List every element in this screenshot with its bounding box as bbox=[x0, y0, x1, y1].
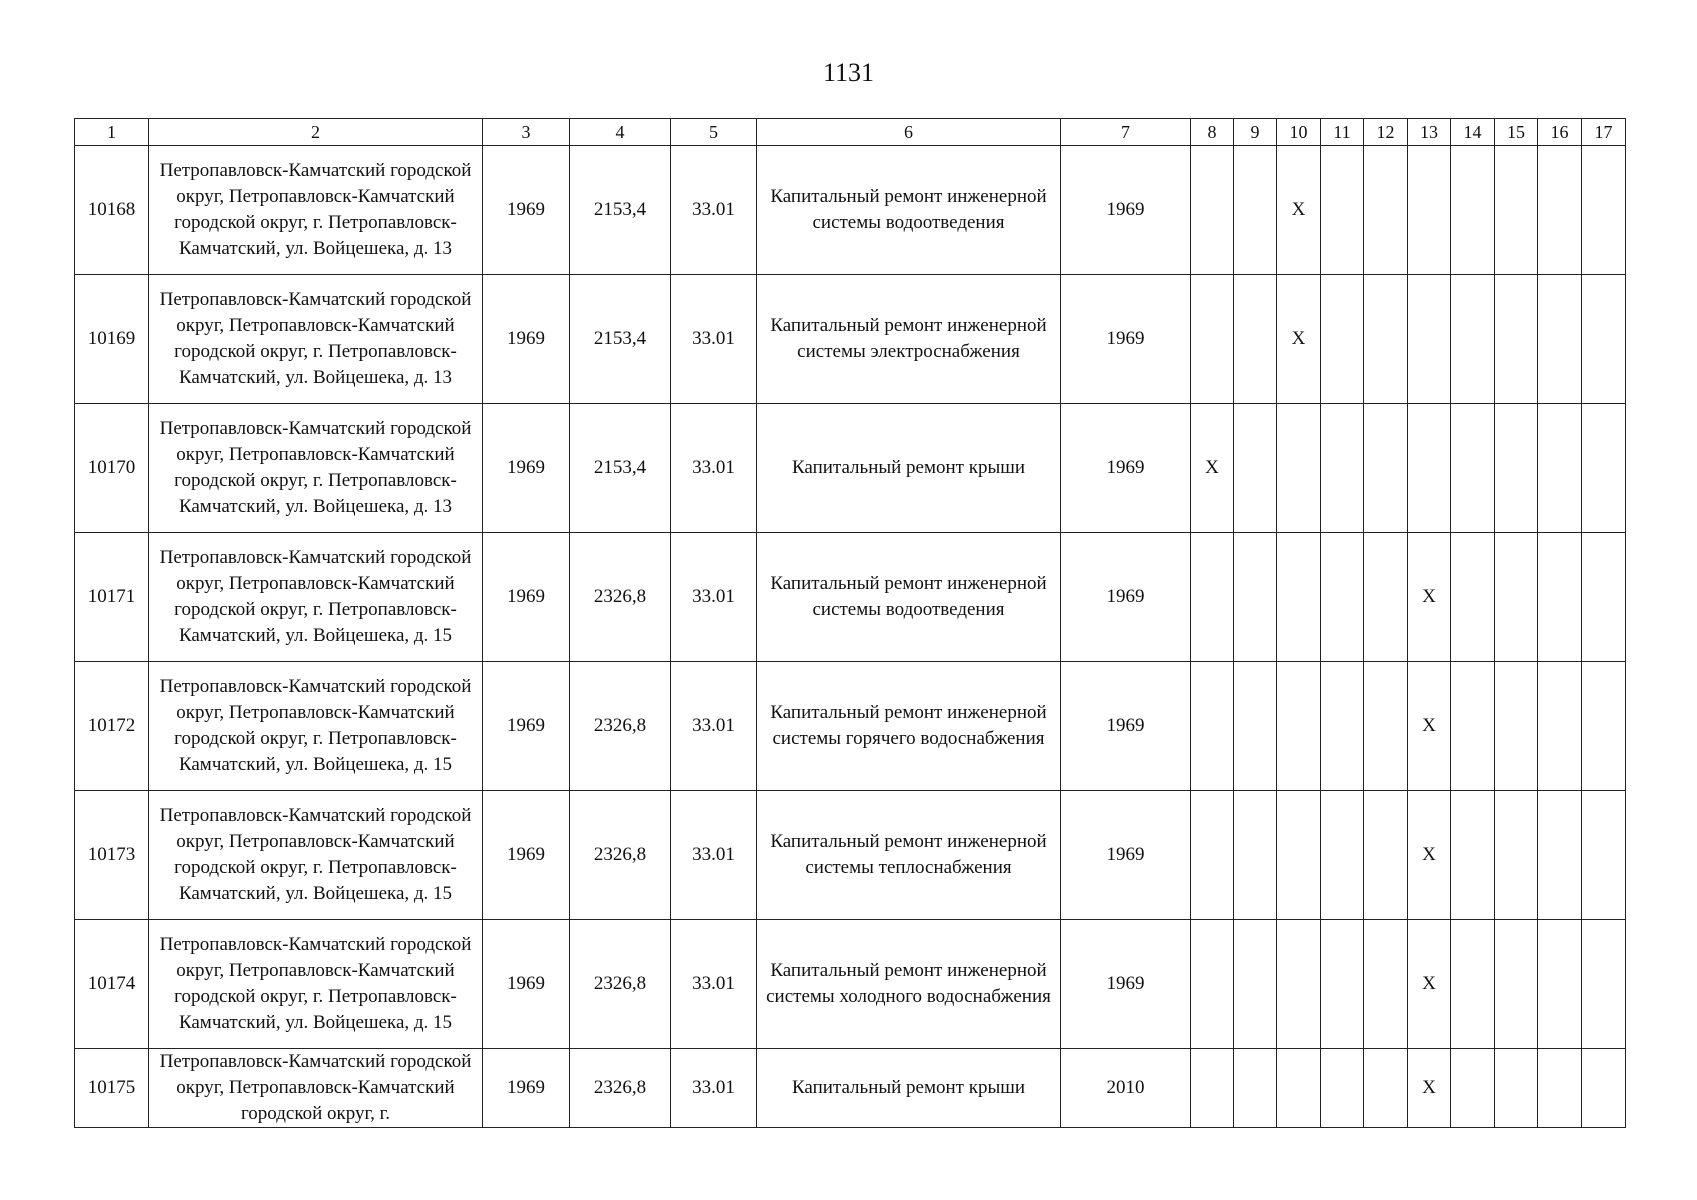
mark-cell bbox=[1234, 662, 1277, 791]
work-text: Капитальный ремонт инженерной системы теплоснабжения bbox=[770, 831, 1047, 878]
mark-cell bbox=[1495, 533, 1538, 662]
mark-cell bbox=[1451, 791, 1495, 920]
mark-cell bbox=[1321, 791, 1364, 920]
code-cell: 33.01 bbox=[671, 791, 757, 920]
work-text: Капитальный ремонт инженерной системы водоотведения bbox=[770, 186, 1047, 233]
mark-cell bbox=[1277, 1049, 1321, 1128]
address-cell bbox=[149, 404, 483, 533]
address-cell bbox=[149, 920, 483, 1049]
mark-cell: X bbox=[1191, 404, 1234, 533]
mark-cell bbox=[1538, 1049, 1582, 1128]
address-cell bbox=[149, 275, 483, 404]
column-header: 16 bbox=[1538, 119, 1582, 146]
mark-cell: X bbox=[1408, 533, 1451, 662]
mark-cell bbox=[1451, 1049, 1495, 1128]
work-text: Капитальный ремонт инженерной системы водоотведения bbox=[770, 573, 1047, 620]
mark-cell bbox=[1538, 533, 1582, 662]
column-header: 17 bbox=[1582, 119, 1626, 146]
mark-cell bbox=[1495, 1049, 1538, 1128]
mark-cell bbox=[1277, 920, 1321, 1049]
mark-cell bbox=[1321, 920, 1364, 1049]
column-header: 7 bbox=[1061, 119, 1191, 146]
mark-cell bbox=[1538, 791, 1582, 920]
year-last-cell: 1969 bbox=[1061, 662, 1191, 791]
address-text: Петропавловск-Камчатский городской округ, Петропавловск-Камчатский городской округ, г. bbox=[159, 1051, 472, 1124]
work-text: Капитальный ремонт инженерной системы горячего водоснабжения bbox=[770, 702, 1047, 749]
work-cell bbox=[757, 1049, 1061, 1128]
code-cell: 33.01 bbox=[671, 404, 757, 533]
column-header: 2 bbox=[149, 119, 483, 146]
year-built-cell: 1969 bbox=[483, 662, 570, 791]
mark-cell: X bbox=[1408, 791, 1451, 920]
mark-cell bbox=[1191, 1049, 1234, 1128]
row-id: 10169 bbox=[75, 275, 149, 404]
year-last-cell: 1969 bbox=[1061, 404, 1191, 533]
column-header: 15 bbox=[1495, 119, 1538, 146]
mark-cell bbox=[1582, 146, 1626, 275]
mark-cell bbox=[1277, 662, 1321, 791]
mark-cell bbox=[1582, 1049, 1626, 1128]
work-cell bbox=[757, 662, 1061, 791]
mark-cell: X bbox=[1408, 1049, 1451, 1128]
row-id: 10170 bbox=[75, 404, 149, 533]
mark-cell: X bbox=[1408, 920, 1451, 1049]
mark-cell bbox=[1321, 662, 1364, 791]
table-row bbox=[75, 791, 1626, 920]
table-row bbox=[75, 1049, 1626, 1128]
code-cell: 33.01 bbox=[671, 662, 757, 791]
code-cell: 33.01 bbox=[671, 275, 757, 404]
mark-cell bbox=[1408, 275, 1451, 404]
year-last-cell: 1969 bbox=[1061, 275, 1191, 404]
column-header: 1 bbox=[75, 119, 149, 146]
mark-cell bbox=[1234, 1049, 1277, 1128]
mark-cell bbox=[1277, 533, 1321, 662]
year-last-cell: 1969 bbox=[1061, 920, 1191, 1049]
mark-cell bbox=[1538, 275, 1582, 404]
year-built-cell: 1969 bbox=[483, 146, 570, 275]
mark-cell bbox=[1364, 791, 1408, 920]
header-row bbox=[75, 119, 1626, 146]
row-id: 10171 bbox=[75, 533, 149, 662]
mark-cell bbox=[1321, 404, 1364, 533]
column-header: 6 bbox=[757, 119, 1061, 146]
row-id: 10172 bbox=[75, 662, 149, 791]
row-id: 10175 bbox=[75, 1049, 149, 1128]
table-row bbox=[75, 533, 1626, 662]
mark-cell bbox=[1191, 146, 1234, 275]
column-header: 12 bbox=[1364, 119, 1408, 146]
mark-cell bbox=[1321, 146, 1364, 275]
address-text: Петропавловск-Камчатский городской округ, Петропавловск-Камчатский городской округ, г. Петропавловск-Камчатский, ул. Войцешека, д. 15 bbox=[159, 934, 472, 1033]
mark-cell bbox=[1495, 146, 1538, 275]
address-text: Петропавловск-Камчатский городской округ, Петропавловск-Камчатский городской округ, г. Петропавловск-Камчатский, ул. Войцешека, д. 15 bbox=[159, 547, 472, 646]
table-row bbox=[75, 146, 1626, 275]
mark-cell bbox=[1191, 533, 1234, 662]
mark-cell bbox=[1582, 275, 1626, 404]
code-cell: 33.01 bbox=[671, 920, 757, 1049]
mark-cell bbox=[1234, 791, 1277, 920]
area-cell: 2153,4 bbox=[570, 404, 671, 533]
work-text: Капитальный ремонт инженерной системы электроснабжения bbox=[770, 315, 1047, 362]
address-cell bbox=[149, 791, 483, 920]
mark-cell bbox=[1277, 404, 1321, 533]
address-cell bbox=[149, 1049, 483, 1128]
mark-cell bbox=[1538, 920, 1582, 1049]
mark-cell bbox=[1495, 404, 1538, 533]
year-built-cell: 1969 bbox=[483, 275, 570, 404]
address-cell bbox=[149, 533, 483, 662]
work-text: Капитальный ремонт крыши bbox=[791, 1077, 1026, 1098]
mark-cell bbox=[1538, 146, 1582, 275]
mark-cell bbox=[1277, 791, 1321, 920]
year-last-cell: 1969 bbox=[1061, 146, 1191, 275]
table-row bbox=[75, 404, 1626, 533]
mark-cell bbox=[1234, 404, 1277, 533]
area-cell: 2326,8 bbox=[570, 791, 671, 920]
area-cell: 2153,4 bbox=[570, 275, 671, 404]
mark-cell bbox=[1321, 533, 1364, 662]
address-text: Петропавловск-Камчатский городской округ, Петропавловск-Камчатский городской округ, г. Петропавловск-Камчатский, ул. Войцешека, д. 13 bbox=[159, 418, 472, 517]
mark-cell bbox=[1364, 533, 1408, 662]
mark-cell bbox=[1582, 791, 1626, 920]
work-cell bbox=[757, 404, 1061, 533]
address-cell bbox=[149, 662, 483, 791]
row-id: 10168 bbox=[75, 146, 149, 275]
row-id: 10173 bbox=[75, 791, 149, 920]
page-number: 1131 bbox=[822, 58, 875, 87]
mark-cell bbox=[1495, 662, 1538, 791]
mark-cell bbox=[1451, 533, 1495, 662]
column-header: 4 bbox=[570, 119, 671, 146]
mark-cell bbox=[1538, 404, 1582, 533]
mark-cell bbox=[1495, 275, 1538, 404]
repair-registry-table bbox=[74, 118, 1626, 1128]
code-cell: 33.01 bbox=[671, 1049, 757, 1128]
year-last-cell: 2010 bbox=[1061, 1049, 1191, 1128]
row-id: 10174 bbox=[75, 920, 149, 1049]
mark-cell bbox=[1191, 275, 1234, 404]
table-row bbox=[75, 920, 1626, 1049]
mark-cell bbox=[1451, 662, 1495, 791]
mark-cell bbox=[1451, 920, 1495, 1049]
mark-cell bbox=[1191, 791, 1234, 920]
mark-cell: X bbox=[1408, 662, 1451, 791]
area-cell: 2326,8 bbox=[570, 920, 671, 1049]
column-header: 3 bbox=[483, 119, 570, 146]
year-last-cell: 1969 bbox=[1061, 791, 1191, 920]
mark-cell bbox=[1364, 146, 1408, 275]
year-built-cell: 1969 bbox=[483, 1049, 570, 1128]
mark-cell bbox=[1408, 146, 1451, 275]
address-cell bbox=[149, 146, 483, 275]
mark-cell bbox=[1582, 920, 1626, 1049]
mark-cell bbox=[1191, 920, 1234, 1049]
mark-cell bbox=[1364, 1049, 1408, 1128]
area-cell: 2326,8 bbox=[570, 533, 671, 662]
column-header: 11 bbox=[1321, 119, 1364, 146]
year-built-cell: 1969 bbox=[483, 404, 570, 533]
code-cell: 33.01 bbox=[671, 146, 757, 275]
year-built-cell: 1969 bbox=[483, 920, 570, 1049]
mark-cell bbox=[1451, 404, 1495, 533]
work-text: Капитальный ремонт крыши bbox=[791, 457, 1026, 478]
mark-cell: X bbox=[1277, 275, 1321, 404]
mark-cell bbox=[1582, 662, 1626, 791]
address-text: Петропавловск-Камчатский городской округ, Петропавловск-Камчатский городской округ, г. Петропавловск-Камчатский, ул. Войцешека, д. 15 bbox=[159, 676, 472, 775]
column-header: 14 bbox=[1451, 119, 1495, 146]
mark-cell bbox=[1191, 662, 1234, 791]
mark-cell bbox=[1364, 275, 1408, 404]
work-text: Капитальный ремонт инженерной системы холодного водоснабжения bbox=[766, 960, 1051, 1007]
column-header: 9 bbox=[1234, 119, 1277, 146]
mark-cell bbox=[1234, 533, 1277, 662]
address-text: Петропавловск-Камчатский городской округ, Петропавловск-Камчатский городской округ, г. Петропавловск-Камчатский, ул. Войцешека, д. 15 bbox=[159, 805, 472, 904]
mark-cell bbox=[1364, 404, 1408, 533]
mark-cell bbox=[1364, 920, 1408, 1049]
table-row bbox=[75, 662, 1626, 791]
table-row bbox=[75, 275, 1626, 404]
column-header: 13 bbox=[1408, 119, 1451, 146]
mark-cell bbox=[1408, 404, 1451, 533]
mark-cell bbox=[1495, 791, 1538, 920]
year-built-cell: 1969 bbox=[483, 533, 570, 662]
work-cell bbox=[757, 533, 1061, 662]
year-last-cell: 1969 bbox=[1061, 533, 1191, 662]
year-built-cell: 1969 bbox=[483, 791, 570, 920]
mark-cell bbox=[1321, 275, 1364, 404]
mark-cell bbox=[1234, 275, 1277, 404]
mark-cell bbox=[1234, 920, 1277, 1049]
area-cell: 2326,8 bbox=[570, 1049, 671, 1128]
area-cell: 2326,8 bbox=[570, 662, 671, 791]
mark-cell bbox=[1321, 1049, 1364, 1128]
column-header: 8 bbox=[1191, 119, 1234, 146]
area-cell: 2153,4 bbox=[570, 146, 671, 275]
mark-cell bbox=[1451, 275, 1495, 404]
work-cell bbox=[757, 146, 1061, 275]
mark-cell bbox=[1234, 146, 1277, 275]
mark-cell bbox=[1582, 404, 1626, 533]
address-text: Петропавловск-Камчатский городской округ, Петропавловск-Камчатский городской округ, г. Петропавловск-Камчатский, ул. Войцешека, д. 13 bbox=[159, 289, 472, 388]
work-cell bbox=[757, 791, 1061, 920]
mark-cell bbox=[1582, 533, 1626, 662]
code-cell: 33.01 bbox=[671, 533, 757, 662]
work-cell bbox=[757, 920, 1061, 1049]
work-cell bbox=[757, 275, 1061, 404]
mark-cell bbox=[1451, 146, 1495, 275]
column-header: 10 bbox=[1277, 119, 1321, 146]
mark-cell bbox=[1364, 662, 1408, 791]
address-text: Петропавловск-Камчатский городской округ, Петропавловск-Камчатский городской округ, г. Петропавловск-Камчатский, ул. Войцешека, д. 13 bbox=[159, 160, 472, 259]
mark-cell bbox=[1538, 662, 1582, 791]
mark-cell bbox=[1495, 920, 1538, 1049]
column-header: 5 bbox=[671, 119, 757, 146]
mark-cell: X bbox=[1277, 146, 1321, 275]
